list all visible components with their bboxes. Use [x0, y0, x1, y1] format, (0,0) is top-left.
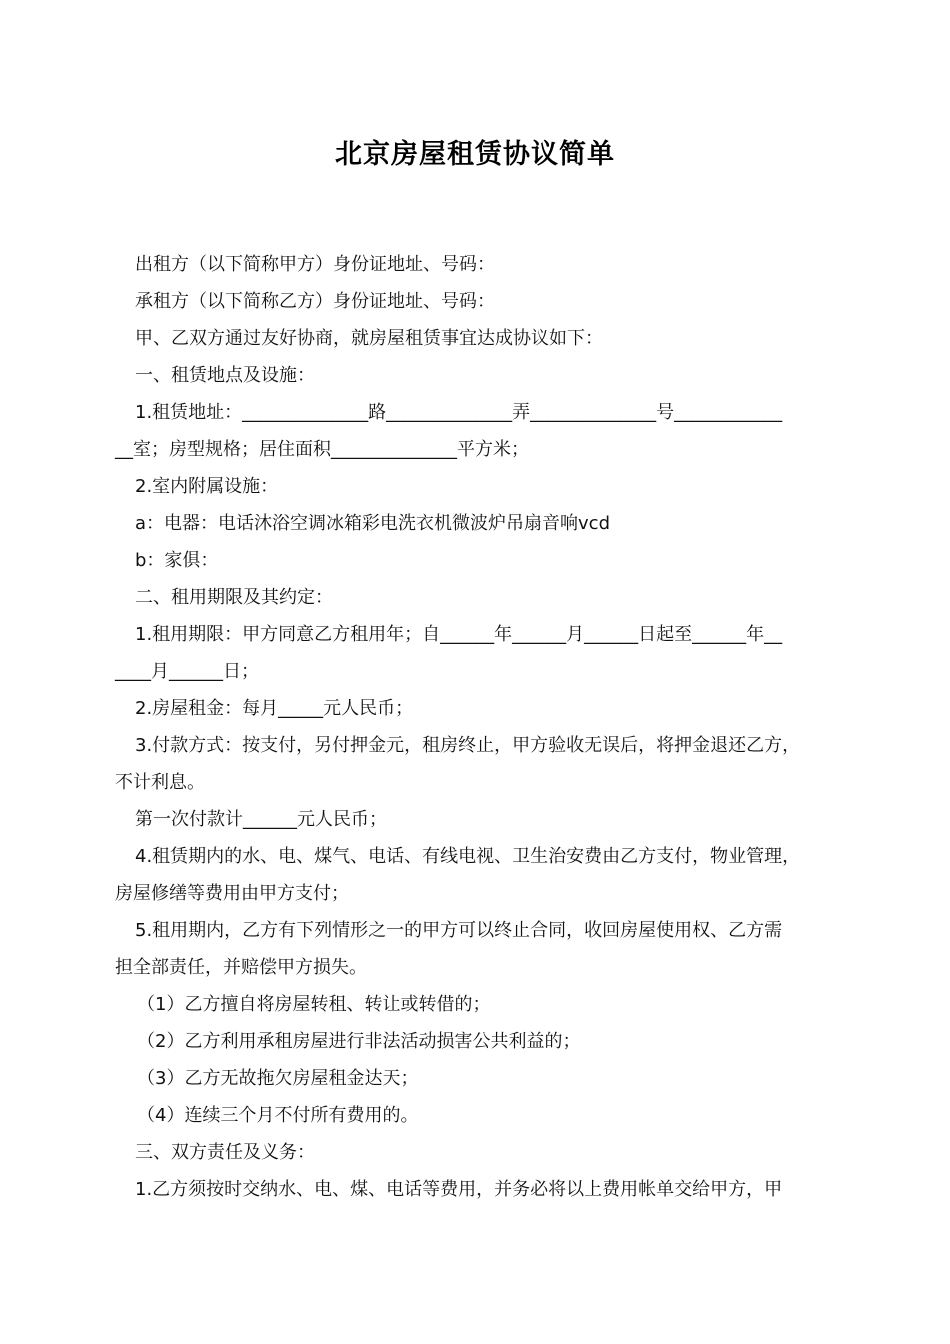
text-line: 承租方（以下简称乙方）身份证地址、号码： — [135, 291, 495, 312]
list-item: （4）连续三个月不付所有费用的。 — [137, 1105, 419, 1126]
list-item: （3）乙方无故拖欠房屋租金达天； — [137, 1068, 419, 1089]
list-item: （2）乙方利用承租房屋进行非法活动损害公共利益的； — [137, 1031, 581, 1052]
text-line: a：电器：电话沐浴空调冰箱彩电洗衣机微波炉吊扇音响vcd — [135, 513, 611, 534]
text-line: 房屋修缮等费用由甲方支付； — [115, 883, 349, 904]
text-line: 不计利息。 — [115, 772, 205, 793]
document-body — [115, 246, 850, 1208]
text-line: __室；房型规格；居住面积______________平方米； — [115, 439, 529, 460]
text-line: 3.付款方式：按支付，另付押金元，租房终止，甲方验收无误后，将押金退还乙方， — [135, 735, 801, 756]
text-line: 出租方（以下简称甲方）身份证地址、号码： — [135, 254, 495, 275]
text-line: 4.租赁期内的水、电、煤气、电话、有线电视、卫生治安费由乙方支付，物业管理， — [135, 846, 801, 867]
text-line: b：家俱： — [135, 550, 219, 571]
text-line: 担全部责任，并赔偿甲方损失。 — [115, 957, 367, 978]
document-title: 北京房屋租赁协议简单 — [335, 139, 615, 170]
section-heading: 一、租赁地点及设施： — [135, 365, 315, 386]
text-line: ____月______日； — [115, 661, 259, 682]
text-line: 5.租用期内，乙方有下列情形之一的甲方可以终止合同，收回房屋使用权、乙方需 — [135, 920, 783, 941]
text-line: 第一次付款计______元人民币； — [135, 809, 387, 830]
text-line: 甲、乙双方通过友好协商，就房屋租赁事宜达成协议如下： — [135, 328, 603, 349]
text-line: 2.房屋租金：每月_____元人民币； — [135, 698, 414, 719]
text-line: 1.乙方须按时交纳水、电、煤、电话等费用，并务必将以上费用帐单交给甲方，甲 — [135, 1179, 783, 1200]
text-line: 1.租用期限：甲方同意乙方租用年；自______年______月______日起至______年__ — [135, 624, 783, 645]
text-line: 2.室内附属设施： — [135, 476, 279, 497]
section-heading: 三、双方责任及义务： — [135, 1142, 315, 1163]
text-line: 1.租赁地址：______________路______________弄______________号____________ — [135, 402, 783, 423]
list-item: （1）乙方擅自将房屋转租、转让或转借的； — [137, 994, 491, 1015]
section-heading: 二、租用期限及其约定： — [135, 587, 333, 608]
